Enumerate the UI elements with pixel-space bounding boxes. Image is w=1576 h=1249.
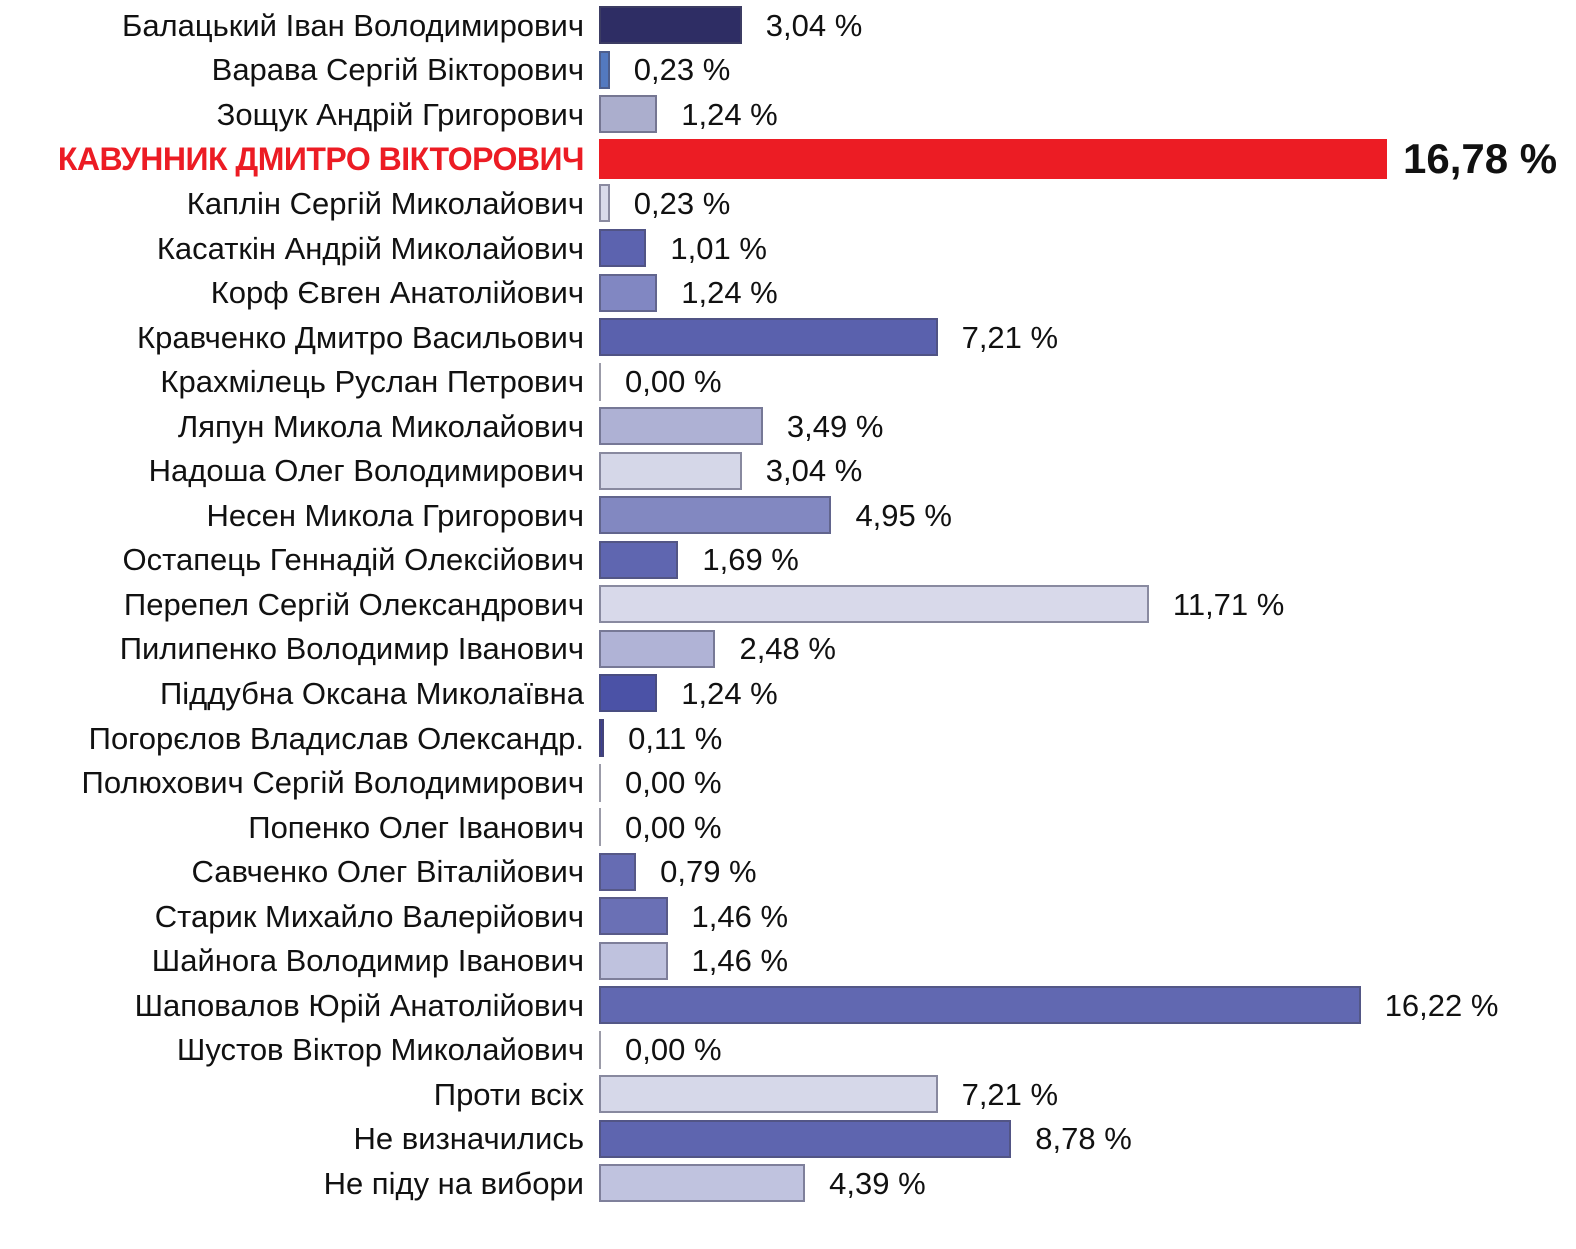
bar: [599, 6, 742, 44]
value-label: 4,95 %: [855, 497, 952, 533]
value-label: 11,71 %: [1172, 586, 1285, 622]
chart-row: [0, 359, 1576, 404]
bar-track: [599, 1072, 1576, 1117]
candidate-label: Піддубна Оксана Миколаївна: [159, 675, 584, 711]
bar-track: [599, 493, 1576, 538]
value-label: 16,22 %: [1384, 987, 1499, 1023]
bar: [599, 1031, 601, 1069]
candidate-label: Полюхович Сергій Володимирович: [81, 765, 584, 801]
bar-track: [599, 849, 1576, 894]
bar: [599, 897, 668, 935]
bar: [599, 139, 1387, 179]
chart-row: [0, 48, 1576, 93]
bar: [599, 541, 678, 579]
candidate-label: Не визначились: [353, 1121, 584, 1157]
candidate-label: Савченко Олег Віталійович: [191, 854, 584, 890]
bar: [599, 942, 668, 980]
value-label: 1,24 %: [681, 675, 778, 711]
candidate-label: Варава Сергій Вікторович: [211, 52, 584, 88]
bar: [599, 496, 831, 534]
value-label: 1,46 %: [691, 943, 789, 979]
bar: [599, 95, 657, 133]
chart-row: [0, 849, 1576, 894]
bar-track: [599, 92, 1576, 137]
candidate-label: Проти всіх: [433, 1076, 584, 1112]
candidate-label: Попенко Олег Іванович: [248, 809, 584, 845]
value-label: 1,46 %: [691, 898, 789, 934]
value-label: 3,04 %: [765, 7, 863, 43]
bar: [599, 452, 742, 490]
candidate-label: Погорєлов Владислав Олександр.: [88, 720, 584, 756]
candidate-label: Шаповалов Юрій Анатолійович: [134, 987, 584, 1023]
bar-track: [599, 760, 1576, 805]
value-label: 1,69 %: [702, 542, 799, 578]
candidate-label: Корф Євген Анатолійович: [210, 275, 584, 311]
bar: [599, 585, 1149, 623]
candidate-label: Ляпун Микола Миколайович: [177, 408, 584, 444]
chart-row: [0, 404, 1576, 449]
chart-row: [0, 1161, 1576, 1206]
candidate-label: Пилипенко Володимир Іванович: [119, 631, 584, 667]
chart-row: [0, 938, 1576, 983]
bar-track: [599, 716, 1576, 761]
value-label: 0,00 %: [625, 809, 722, 845]
candidate-label: Кравченко Дмитро Васильович: [137, 319, 584, 355]
value-label: 0,00 %: [625, 765, 722, 801]
bar-track: [599, 938, 1576, 983]
candidate-label: Несен Микола Григорович: [206, 497, 584, 533]
bar: [599, 1075, 938, 1113]
candidate-label: Крахмілець Руслан Петрович: [160, 364, 584, 400]
value-label: 4,39 %: [829, 1165, 926, 1201]
value-label: 0,11 %: [628, 720, 723, 756]
chart-row: [0, 3, 1576, 48]
chart-row: [0, 760, 1576, 805]
bar: [599, 674, 657, 712]
bar: [599, 274, 657, 312]
bar: [599, 630, 715, 668]
bar: [599, 986, 1361, 1024]
bar-track: [599, 3, 1576, 48]
value-label: 0,00 %: [625, 364, 722, 400]
bar: [599, 407, 763, 445]
bar: [599, 318, 938, 356]
chart-row: [0, 1028, 1576, 1073]
candidate-label: Шустов Віктор Миколайович: [176, 1032, 584, 1068]
value-label: 0,23 %: [633, 52, 731, 88]
chart-row: [0, 716, 1576, 761]
value-label: 3,04 %: [765, 453, 863, 489]
chart-row: [0, 181, 1576, 226]
bar-track: [599, 805, 1576, 850]
value-label: 7,21 %: [961, 319, 1059, 355]
bar: [599, 719, 604, 757]
bar-track: [599, 1161, 1576, 1206]
bar-track: [599, 1117, 1576, 1162]
chart-row: [0, 538, 1576, 583]
value-label: 3,49 %: [786, 408, 884, 444]
candidate-label: Не піду на вибори: [323, 1165, 584, 1201]
bar-track: [599, 226, 1576, 271]
bar: [599, 853, 636, 891]
bar: [599, 363, 601, 401]
bar-track: [599, 134, 1576, 182]
chart-row: [0, 493, 1576, 538]
bar-track: [599, 1028, 1576, 1073]
bar-track: [599, 582, 1576, 627]
candidate-label: Касаткін Андрій Миколайович: [156, 230, 584, 266]
bar-track: [599, 359, 1576, 404]
value-label: 1,24 %: [681, 275, 778, 311]
value-label: 0,00 %: [625, 1032, 722, 1068]
bar-track: [599, 894, 1576, 939]
value-label: 0,79 %: [660, 854, 757, 890]
candidate-label: Остапець Геннадій Олексійович: [122, 542, 584, 578]
bar-track: [599, 538, 1576, 583]
chart-row: [0, 805, 1576, 850]
chart-row: [0, 627, 1576, 672]
chart-row: [0, 315, 1576, 360]
value-label: 1,01 %: [670, 230, 767, 266]
bar: [599, 764, 601, 802]
bar-track: [599, 983, 1576, 1028]
candidate-label: Балацький Іван Володимирович: [121, 7, 584, 43]
bar: [599, 1164, 805, 1202]
bar-track: [599, 270, 1576, 315]
bar: [599, 51, 610, 89]
bar: [599, 808, 601, 846]
value-label: 0,23 %: [633, 185, 731, 221]
value-label: 1,24 %: [681, 96, 778, 132]
bar: [599, 1120, 1011, 1158]
chart-row: [0, 270, 1576, 315]
bar-track: [599, 48, 1576, 93]
candidate-label: Шайнога Володимир Іванович: [151, 943, 584, 979]
candidate-label: Надоша Олег Володимирович: [148, 453, 584, 489]
value-label: 16,78 %: [1402, 134, 1558, 182]
candidate-label: Перепел Сергій Олександрович: [123, 586, 584, 622]
chart-row: [0, 894, 1576, 939]
chart-row: [0, 226, 1576, 271]
candidate-label: Старик Михайло Валерійович: [154, 898, 584, 934]
bar-track: [599, 404, 1576, 449]
candidate-label: КАВУННИК ДМИТРО ВІКТОРОВИЧ: [57, 140, 584, 177]
bar-track: [599, 181, 1576, 226]
chart-row: [0, 671, 1576, 716]
chart-row: [0, 92, 1576, 137]
bar-track: [599, 671, 1576, 716]
bar: [599, 184, 610, 222]
value-label: 2,48 %: [739, 631, 836, 667]
chart-row: [0, 983, 1576, 1028]
candidate-label: Зощук Андрій Григорович: [216, 96, 584, 132]
bar: [599, 229, 646, 267]
chart-row: [0, 1117, 1576, 1162]
bar-track: [599, 627, 1576, 672]
chart-row: [0, 582, 1576, 627]
value-label: 7,21 %: [961, 1076, 1059, 1112]
value-label: 8,78 %: [1035, 1121, 1132, 1157]
chart-row: [0, 448, 1576, 493]
bar-track: [599, 448, 1576, 493]
candidate-label: Каплін Сергій Миколайович: [186, 185, 584, 221]
chart-row: [0, 1072, 1576, 1117]
bar-track: [599, 315, 1576, 360]
chart-row: [0, 134, 1576, 182]
